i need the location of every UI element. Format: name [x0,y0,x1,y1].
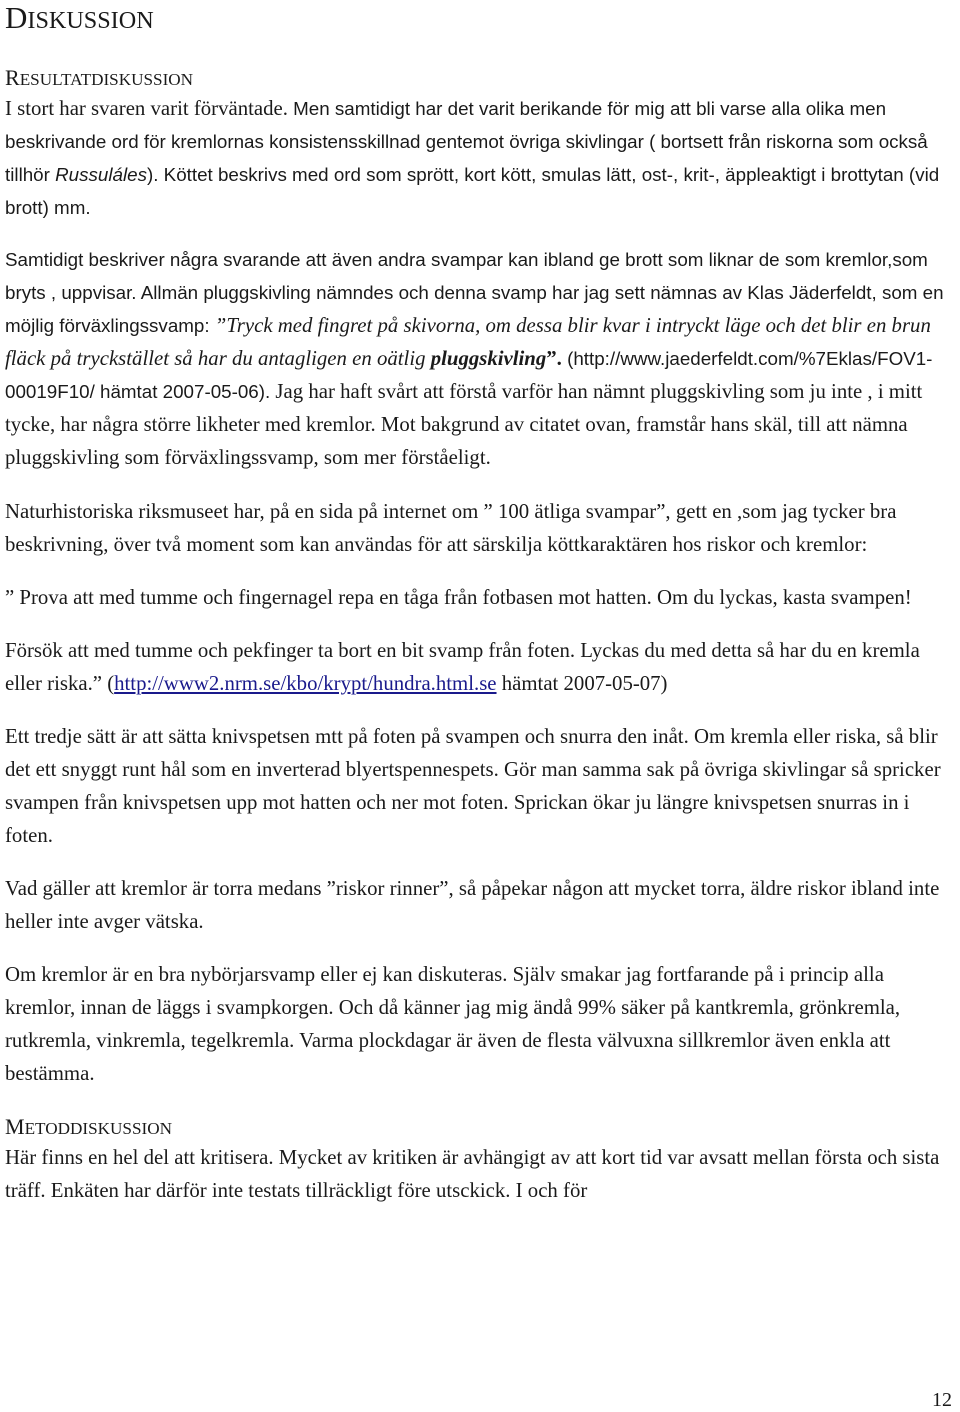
quote-text: ”Tryck med fingret på skivorna, om dessa blir kvar i intryckt läge och det blir en brun fläck på tryckstället så har du antagligen en oätlig [5,314,931,370]
heading-rest: ESULTATDISKUSSION [19,70,194,89]
text-span: Jag har haft svårt att förstå varför han nämnt pluggskivling som ju inte , i mitt tycke, har några större likheter med kremlor. Mot bakgrund av citatet ovan, framstår hans skäl, till att nämna pluggskivling som förväxlingssvamp, som mer förståeligt. [5,380,923,469]
heading-initial: M [5,1114,25,1139]
paragraph-1 [5,92,950,224]
bold-italic-text: pluggskivling [430,347,547,370]
italic-text: Russuláles [55,164,147,185]
page-number: 12 [932,1389,952,1411]
text-span: Men samtidigt har det varit berikande för mig att bli varse alla olika men beskrivande ord för kremlornas konsistensskillnad gentemot övriga skivlingar ( bortsett från riskorna som också tillhör [5,98,928,185]
heading-rest: ETODDISKUSSION [24,1119,172,1138]
section-heading-method [5,1114,950,1142]
paragraph-7: Vad gäller att kremlor är torra medans ”riskor rinner”, så påpekar någon att mycket torra, äldre riskor ibland inte heller inte avger vätska. [5,877,940,933]
title-rest: ISKUSSION [27,7,154,34]
text-span: Allmän pluggskivling nämndes och denna svamp har jag sett nämnas av Klas Jäderfeldt, som en möjlig förväxlingssvamp: [5,282,944,336]
paragraph-3: Naturhistoriska riksmuseet har, på en sida på internet om ” 100 ätliga svampar”, gett en ,som jag tycker bra beskrivning, över två moment som kan användas för att särskilja köttkaraktären hos riskor och kremlor: [5,500,897,556]
text-span: ). Köttet beskrivs med ord som sprött, kort kött, smulas lätt, ost-, krit-, äppleaktigt i brottytan (vid brott) mm. [5,164,940,218]
paragraph-4: ” Prova att med tumme och fingernagel repa en tåga från fotbasen mot hatten. Om du lyckas, kasta svampen! [5,586,912,609]
paragraph-2 [5,243,950,474]
text-span: Samtidigt beskriver några svarande att även andra svampar kan ibland ge brott som liknar de som kremlor,som bryts , uppvisar. [5,249,928,303]
paragraph-8: Om kremlor är en bra nybörjarsvamp eller ej kan diskuteras. Själv smakar jag fortfarande på i princip alla kremlor, innan de läggs i svampkorgen. Och då känner jag mig ändå 99% säker på kantkremla, grönkremla, rutkremla, vinkremla, tegelkremla. Varma plockdagar är även de flesta välvuxna sillkremlor även enkla att bestämma. [5,963,901,1085]
text-span: ”. [546,347,562,370]
reference-link[interactable]: http://www2.nrm.se/kbo/krypt/hundra.html.se [114,672,497,695]
text-span: hämtat 2007-05-07) [496,672,668,695]
page-title [5,0,950,39]
paragraph-5 [5,634,950,700]
title-initial: D [5,0,28,35]
paragraph-method-1: Här finns en hel del att kritisera. Mycket av kritiken är avhängigt av att kort tid var avsatt mellan första och sista träff. Enkäten har därför inte testats tillräckligt före utsckick. I och för [5,1146,940,1202]
text-span: Försök att med tumme och pekfinger ta bort en bit svamp från foten. Lyckas du med detta så har du en kremla eller riska.” ( [5,639,920,695]
paragraph-6: Ett tredje sätt är att sätta knivspetsen mtt på foten på svampen och snurra den inåt. Om kremla eller riska, så blir det ett snyggt runt hål som en inverterad blyertspennespets. Gör man samma sak på övriga skivlingar så spricker svampen från knivspetsen upp mot hatten och ner mot foten. Sprickan ökar ju längre knivspetsen snurras in i foten. [5,725,941,847]
heading-initial: R [5,65,20,90]
section-heading-result [5,65,950,93]
reference-text: (http://www.jaederfeldt.com/%7Eklas/FOV1-00019F10/ hämtat 2007-05-06). [5,348,933,402]
text-span: I stort har svaren varit förväntade. [5,97,294,120]
